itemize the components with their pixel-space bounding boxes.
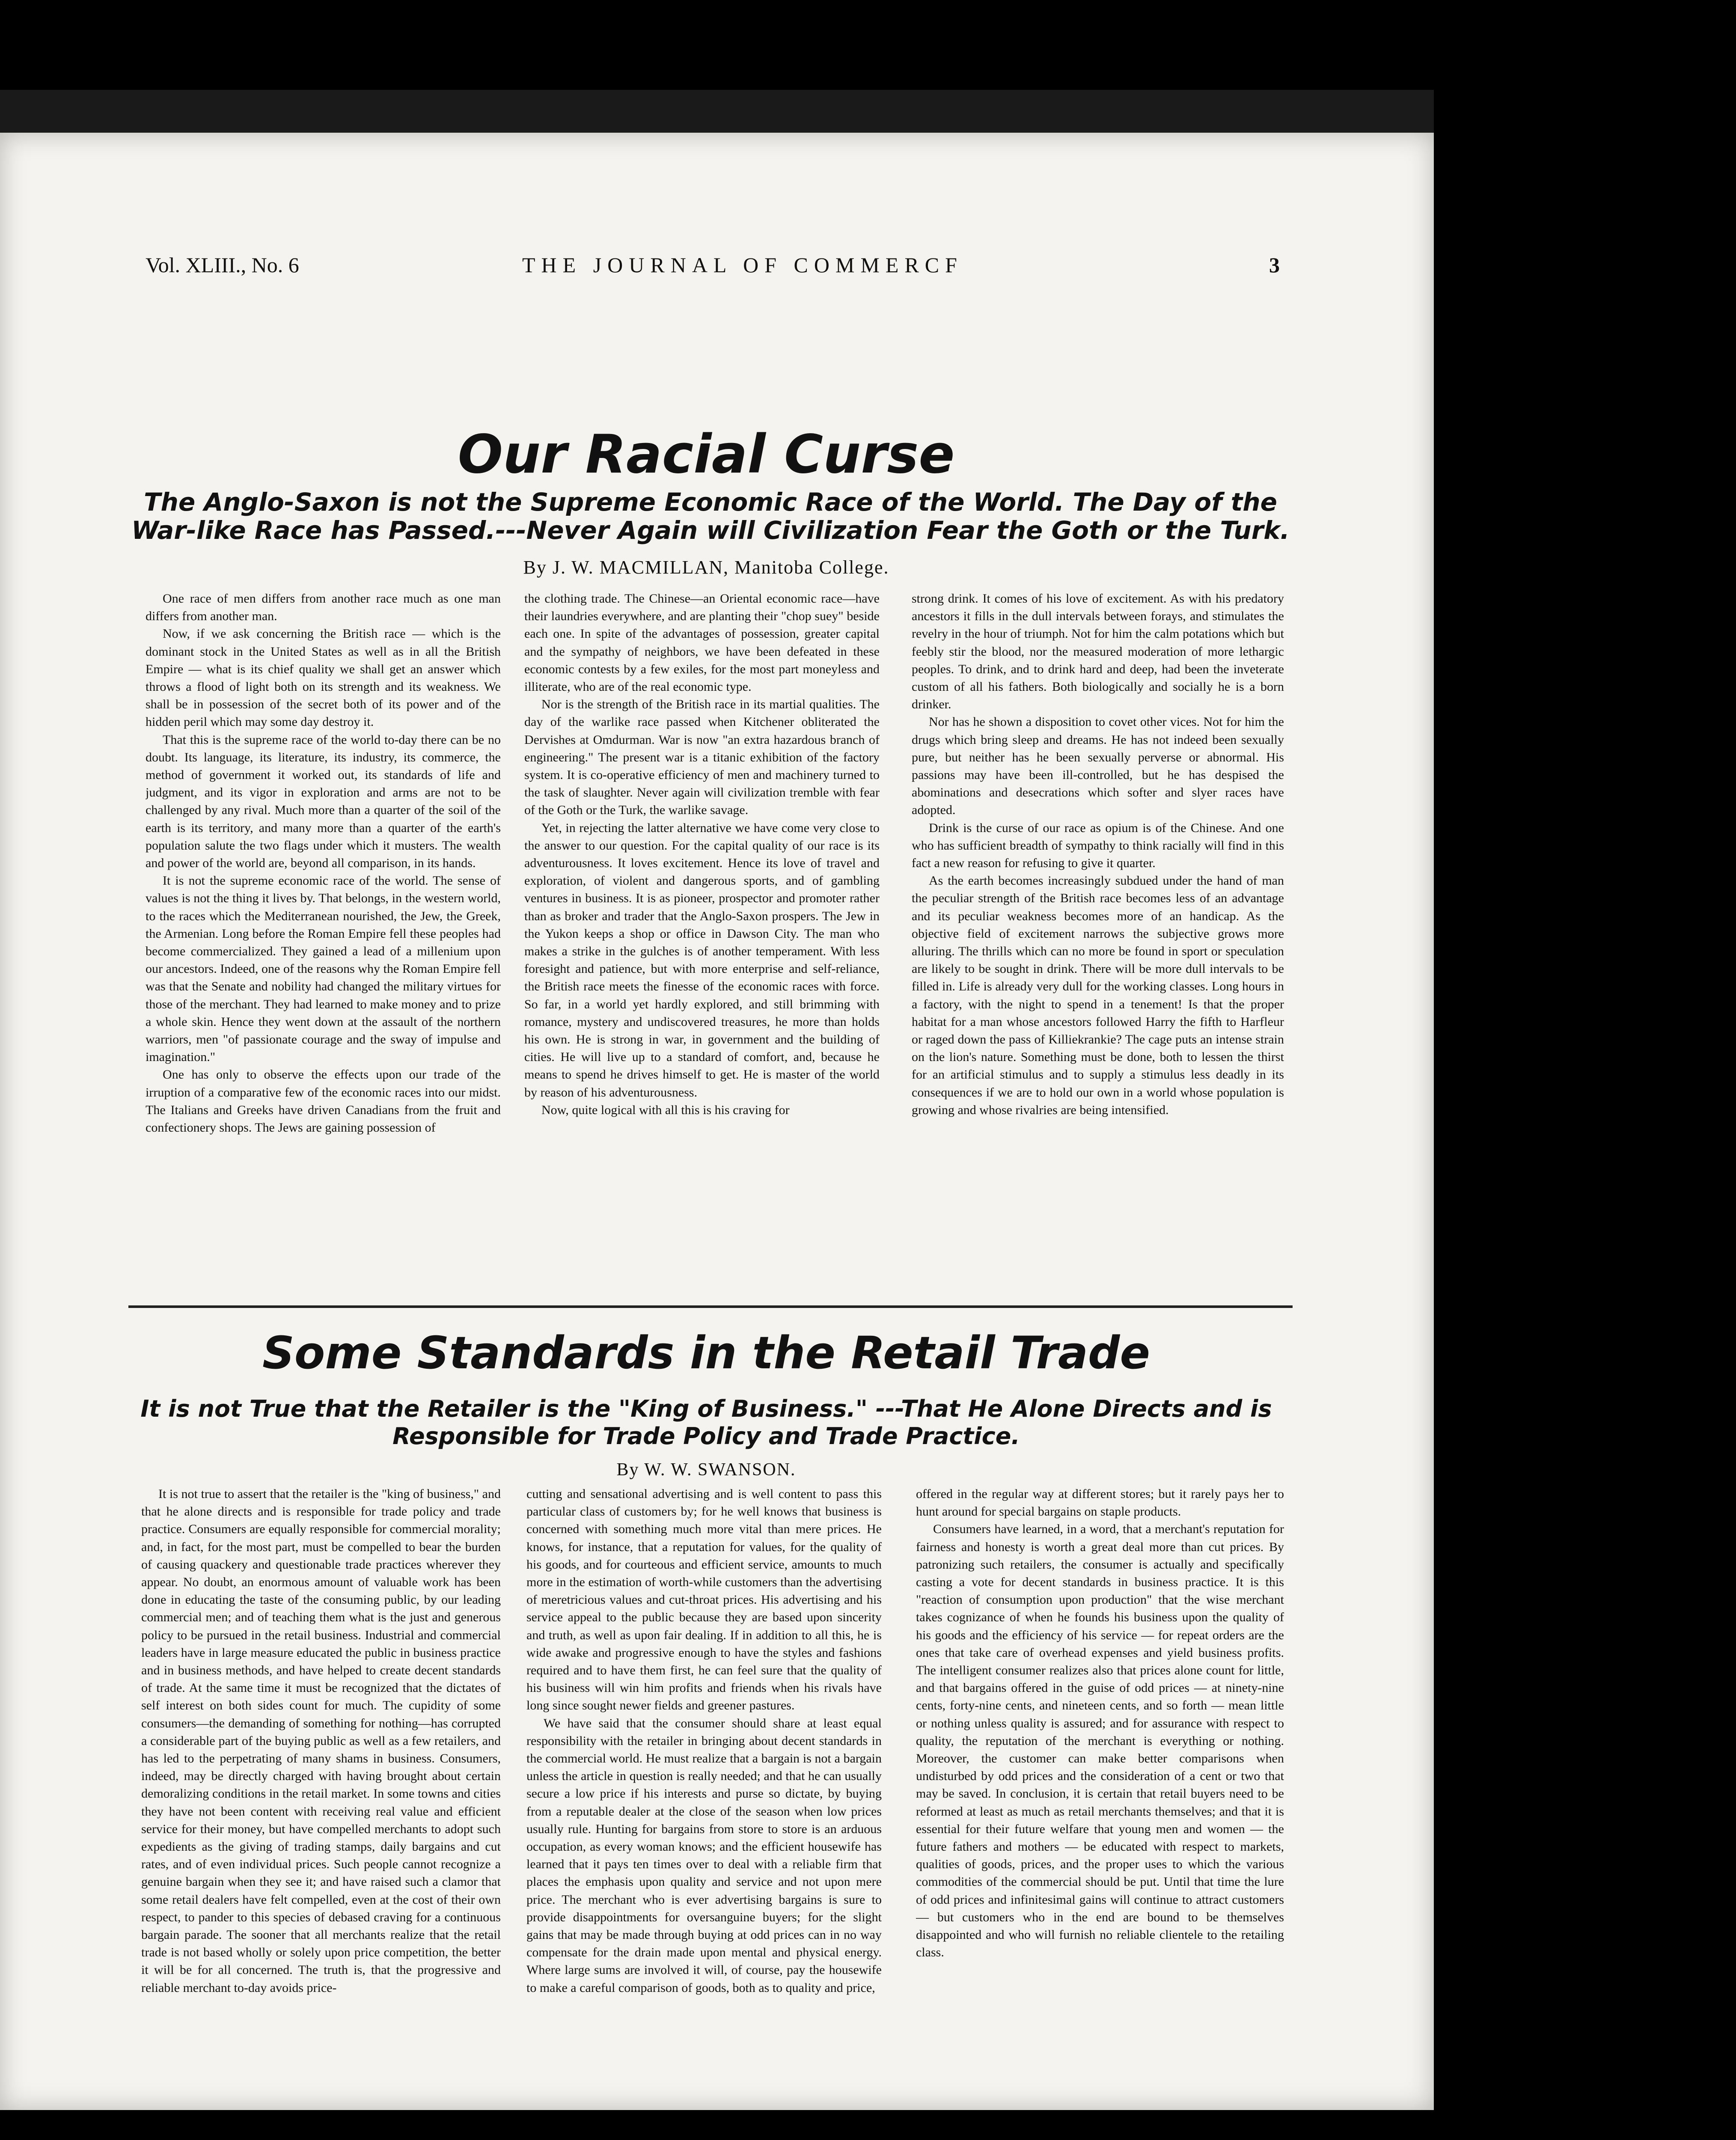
paragraph: Yet, in rejecting the latter alternative we have come very close to the answer to our question. For the capital quality of our race is its adventurousness. It loves excitement. Hence its love of travel and exploration, of violent and dangerous sports, and of gambling ventures in business. It is as pioneer, prospector and promoter rather than as broker and trader that the Anglo-Saxon prospers. The Jew in the Yukon keeps a shop or office in Dawson City. The man who makes a strike in the gulches is of another temperament. With less foresight and patience, but with more enterprise and self-reliance, the British race meets the finesse of the economic races with force. So far, in a world yet hardly explored, and still brimming with romance, mystery and undiscovered treasures, he more than holds his own. He is strong in war, in government and the building of cities. He will live up to a standard of comfort, and, because he means to spend he drives himself to get. He is master of the world by reason of his adventurousness. xyxy=(524,820,880,1100)
article1-column-3 xyxy=(912,590,1284,1300)
article2-subtitle: It is not True that the Retailer is the "King of Business." ---That He Alone Directs and is Responsible for Trade Policy and Trade Practice. xyxy=(140,1395,1272,1450)
article2-column-2 xyxy=(526,1485,882,2140)
article1-byline: By J. W. MACMILLAN, Manitoba College. xyxy=(523,557,889,578)
paragraph: As the earth becomes increasingly subdued under the hand of man the peculiar strength of the British race becomes less of an advantage and its peculiar weakness becomes more of an handicap. As the objective field of excitement narrows the subjective grows more alluring. The thrills which can no more be found in sport or speculation are likely to be sought in drink. There will be more dull intervals to be filled in. Life is already very dull for the working classes. Long hours in a factory, with the night to spend in a tenement! Is that the proper habitat for a man whose ancestors followed Harry the fifth to Harfleur or raged down the pass of Killiekrankie? The cage puts an intense strain on the lion's nature. Something must be done, both to lessen the thirst for an artificial stimulus and to supply a stimulus less deadly in its consequences if we are to hold our own in a world whose population is growing and whose rivalries are being intensified. xyxy=(912,874,1284,1117)
article2-column-3 xyxy=(916,1485,1284,2140)
article2-byline: By W. W. SWANSON. xyxy=(616,1460,796,1480)
page-header xyxy=(146,253,1280,282)
article2-title: Some Standards in the Retail Trade xyxy=(262,1327,1150,1379)
paragraph: One race of men differs from another race much as one man differs from another man. xyxy=(146,591,501,624)
article2-column-1 xyxy=(141,1485,501,2140)
paragraph: Now, if we ask concerning the British race — which is the dominant stock in the United States as well as in all the British Empire — what is its chief quality we shall get an answer which throws a flood of light both on its strength and its weakness. We shall be in possession of the secret both of its power and of the hidden peril which may some day destroy it. xyxy=(146,627,501,729)
section-divider xyxy=(128,1305,1293,1308)
paragraph: strong drink. It comes of his love of excitement. As with his predatory ancestors it fills in the dull intervals between forays, and stimulates the revelry in the hour of triumph. Not for him the calm potations which but feebly stir the blood, nor the measured moderation of more lethargic peoples. To drink, and to drink hard and deep, had been the inveterate custom of all his fathers. Both biologically and socially he is a born drinker. xyxy=(912,591,1284,712)
paragraph: Nor has he shown a disposition to covet other vices. Not for him the drugs which bring sleep and dreams. He has not indeed been sexually pure, but neither has he been sexually perverse or abnormal. His passions may have been ill-controlled, but he has despised the abominations and desecrations which softer and slyer races have adopted. xyxy=(912,715,1284,817)
article1-subtitle: The Anglo-Saxon is not the Supreme Economic Race of the World. The Day of the War-like Race has Passed.---Never Again will Civilization Fear the Goth or the Turk. xyxy=(131,487,1290,545)
paragraph: That this is the supreme race of the world to-day there can be no doubt. Its language, its literature, its industry, its commerce, the method of government it worked out, its standards of life and judgment, and its vigor in exploration and arms are not to be challenged by any rival. Much more than a quarter of the soil of the earth is its territory, and many more than a quarter of the earth's population salute the two flags under which it musters. The wealth and power of the world are, beyond all comparison, in its hands. xyxy=(146,732,501,871)
paragraph: cutting and sensational advertising and is well content to pass this particular class of customers by; for he well knows that business is concerned with something much more vital than mere prices. He knows, for instance, that a reputation for values, for the quality of his goods, and for courteous and efficient service, amounts to much more in the estimation of worth-while customers than the advertising of meretricious values and cut-throat prices. His advertising and his service appeal to the public because they are based upon sincerity and truth, as well as upon fair dealing. If in addition to all this, he is wide awake and progressive enough to have the styles and fashions required and to have them first, he can feel sure that the quality of his business will win him profits and friends when his rivals have long since sought newer fields and greener pastures. xyxy=(526,1487,882,1713)
newspaper-page xyxy=(0,133,1434,2110)
paragraph: It is not the supreme economic race of the world. The sense of values is not the thing it lives by. That belongs, in the western world, to the races which the Mediterranean nourished, the Jew, the Greek, the Armenian. Long before the Roman Empire fell these peoples had become commercialized. They gained a lead of a millenium upon our ancestors. Indeed, one of the reasons why the Roman Empire fell was that the Senate and nobility had changed the military virtues for those of the merchant. They had learned to make money and to prize a whole skin. Hence they went down at the assault of the northern warriors, men "of passionate courage and the sway of impulse and imagination." xyxy=(146,874,501,1064)
paragraph: It is not true to assert that the retailer is the "king of business," and that he alone directs and is responsible for trade policy and trade practice. Consumers are equally responsible for commercial morality; and, in fact, for the most part, must be compelled to bear the burden of causing quackery and questionable trade practices wherever they appear. No doubt, an enormous amount of valuable work has been done in educating the taste of the consuming public, by our leading commercial men; and of teaching them what is the just and generous policy to be pursued in the retail business. Industrial and commercial leaders have in large measure educated the public in business practice and in business methods, and have helped to create decent standards of trade. At the same time it must be recognized that the dictates of self interest on both sides count for much. The cupidity of some consumers—the demanding of something for nothing—has corrupted a considerable part of the buying public as well as a few retailers, and has led to the perpetrating of many shams in business. Consumers, indeed, may be directly charged with having brought about certain demoralizing conditions in the retail market. In some towns and cities they have not been content with receiving real value and efficient service for their money, but have compelled merchants to adopt such expedients as the giving of trading stamps, daily bargains and cut rates, and of even individual prices. Such people cannot recognize a genuine bargain when they see it; and have raised such a clamor that some retail dealers have felt compelled, even at the cost of their own respect, to pander to this species of debased craving for a continuous bargain parade. The sooner that all merchants realize that the retail trade is not based wholly or solely upon price competition, the better it will be for all concerned. The truth is, that the progressive and reliable merchant to-day avoids price- xyxy=(141,1487,501,1995)
article1-column-1 xyxy=(146,590,501,1300)
paragraph: Now, quite logical with all this is his craving for xyxy=(541,1103,790,1117)
paragraph: Consumers have learned, in a word, that a merchant's reputation for fairness and honesty is worth a great deal more than cut prices. By patronizing such retailers, the consumer is actually and specifically casting a vote for decent standards in business practice. It is this "reaction of consumption upon production" that the wise merchant takes cognizance of when he founds his business upon the quality of his goods and the efficiency of his service — for repeat orders are the ones that take care of overhead expenses and yield business profits. The intelligent consumer realizes also that prices alone count for little, and that bargains offered in the guise of odd prices — at ninety-nine cents, forty-nine cents, and nineteen cents, and so forth — mean little or nothing unless quality is assured; and for assurance with respect to quality, the reputation of the merchant is everything or nothing. Moreover, the customer can make better comparisons when undisturbed by odd prices and the consideration of a cent or two that may be saved. In conclusion, it is certain that retail buyers need to be reformed at least as much as retail merchants themselves; and that it is essential for their future welfare that young men and women — the future fathers and mothers — be educated with respect to markets, qualities of goods, prices, and the proper uses to which the various commodities of the commercial should be put. Until that time the lure of odd prices and infinitesimal gains will continue to attract customers — but customers who in the end are bound to be themselves disappointed and who will furnish no reliable clientele to the retailing class. xyxy=(916,1522,1284,1960)
paragraph: We have said that the consumer should share at least equal responsibility with the retailer in bringing about decent standards in the commercial world. He must realize that a bargain is not a bargain unless the article in question is really needed; and that he can usually secure a low price if his interests and purse so dictate, by buying from a reputable dealer at the close of the season when low prices usually rule. Hunting for bargains from store to store is an arduous occupation, as every woman knows; and the efficient housewife has learned that it pays ten times over to deal with a reliable firm that places the emphasis upon quality and service and not upon mere price. The merchant who is ever advertising bargains is sure to provide disappointments for oversanguine buyers; for the slight gains that may be made through buying at odd prices can in no way compensate for the drain made upon mental and physical energy. Where large sums are involved it will, of course, pay the housewife to make a careful comparison of goods, both as to quality and price, xyxy=(526,1716,882,1995)
article1-title: Our Racial Curse xyxy=(458,424,955,485)
paragraph: Nor is the strength of the British race in its martial qualities. The day of the warlike race passed when Kitchener obliterated the Dervishes at Omdurman. War is now "an extra hazardous branch of engineering." The present war is a titanic exhibition of the factory system. It is co-operative efficiency of men and machinery turned to the task of slaughter. Never again will civilization tremble with fear of the Goth or the Turk, the warlike savage. xyxy=(524,697,880,817)
article1-column-2 xyxy=(524,590,880,1300)
page-number: 3 xyxy=(1269,253,1280,277)
paragraph: Drink is the curse of our race as opium is of the Chinese. And one who has sufficient breadth of sympathy to think racially will find in this fact a new reason for refusing to give it quarter. xyxy=(912,820,1284,871)
paragraph: the clothing trade. The Chinese—an Oriental economic race—have their laundries everywhere, and are planting their "chop suey" beside each one. In spite of the advantages of possession, greater capital and the sympathy of neighbors, we have been defeated in these economic contests by a few exiles, for the most part moneyless and illiterate, who are of the real economic type. xyxy=(524,591,880,694)
volume-label: Vol. XLIII., No. 6 xyxy=(146,253,299,277)
paragraph: One has only to observe the effects upon our trade of the irruption of a comparative few of the economic races into our midst. The Italians and Greeks have driven Canadians from the fruit and confectionery shops. The Jews are gaining possession of xyxy=(146,1067,501,1135)
journal-title: THE JOURNAL OF COMMERCF xyxy=(522,253,963,277)
paragraph: offered in the regular way at different stores; but it rarely pays her to hunt around for special bargains on staple products. xyxy=(916,1487,1284,1519)
